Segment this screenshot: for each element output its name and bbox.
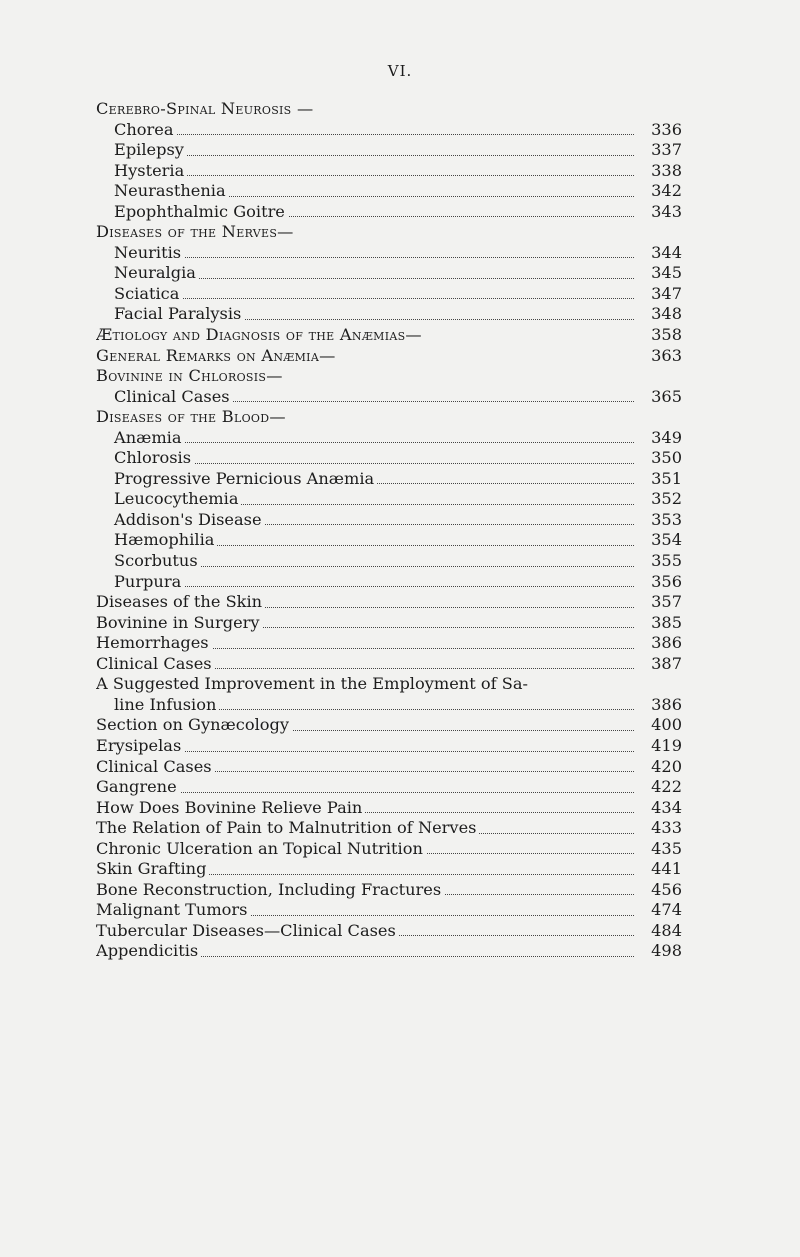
toc-page-number: 357	[636, 592, 682, 613]
page-number: VI.	[387, 62, 413, 80]
toc-entry-title: Malignant Tumors	[96, 900, 250, 919]
toc-entry-title: Clinical Cases	[114, 387, 233, 406]
toc-entry	[96, 387, 682, 408]
table-of-contents	[96, 99, 682, 962]
toc-page-number: 356	[636, 572, 682, 593]
toc-entry-title: Leucocythemia	[114, 489, 241, 508]
toc-entry-title: Neuritis	[114, 243, 184, 262]
toc-entry-title: Clinical Cases	[96, 654, 215, 673]
toc-entry-title: Chorea	[114, 120, 177, 139]
toc-page-number: 474	[636, 900, 682, 921]
toc-page-number: 422	[636, 777, 682, 798]
toc-entry-title: The Relation of Pain to Malnutrition of Nerves	[96, 818, 479, 837]
toc-entry	[96, 613, 682, 634]
toc-page-number: 435	[636, 839, 682, 860]
toc-entry-title: Hæmophilia	[114, 530, 217, 549]
toc-entry	[96, 674, 682, 715]
toc-entry-title: Scorbutus	[114, 551, 201, 570]
toc-page-number: 352	[636, 489, 682, 510]
toc-entry-title: Ætiology and Diagnosis of the Anæmias—	[96, 325, 422, 345]
toc-page-number: 336	[636, 120, 682, 141]
toc-entry	[96, 325, 682, 346]
toc-entry	[96, 120, 682, 141]
toc-entry-title: Diseases of the Blood—	[96, 407, 286, 427]
toc-entry-title: Neuralgia	[114, 263, 199, 282]
toc-page-number: 484	[636, 921, 682, 942]
toc-entry	[96, 263, 682, 284]
toc-page-number: 420	[636, 757, 682, 778]
toc-page-number: 433	[636, 818, 682, 839]
toc-entry	[96, 489, 682, 510]
dot-leader	[114, 134, 634, 135]
toc-page-number: 351	[636, 469, 682, 490]
toc-entry-title: Progressive Pernicious Anæmia	[114, 469, 377, 488]
toc-entry-title: Chlorosis	[114, 448, 194, 467]
toc-entry-title: Bovinine in Surgery	[96, 613, 263, 632]
toc-entry-title: Diseases of the Skin	[96, 592, 265, 611]
toc-entry	[96, 284, 682, 305]
toc-page-number: 350	[636, 448, 682, 469]
toc-entry-title: Purpura	[114, 572, 184, 591]
toc-entry	[96, 839, 682, 860]
toc-page-number: 498	[636, 941, 682, 962]
toc-entry	[96, 880, 682, 901]
toc-entry-title: Tubercular Diseases—Clinical Cases	[96, 921, 399, 940]
toc-entry	[96, 140, 682, 161]
dot-leader	[114, 298, 634, 299]
toc-page-number: 441	[636, 859, 682, 880]
toc-entry	[96, 921, 682, 942]
toc-entry	[96, 798, 682, 819]
toc-entry-title: General Remarks on Anæmia—	[96, 345, 336, 365]
toc-entry	[96, 510, 682, 531]
toc-page-number: 456	[636, 880, 682, 901]
toc-page-number: 353	[636, 510, 682, 531]
toc-entry-title: Skin Grafting	[96, 859, 209, 878]
toc-page-number: 386	[636, 633, 682, 654]
dot-leader	[114, 155, 634, 156]
toc-entry	[96, 161, 682, 182]
toc-entry-title: Neurasthenia	[114, 181, 229, 200]
toc-entry	[96, 428, 682, 449]
toc-entry	[96, 757, 682, 778]
toc-entry-title: Addison's Disease	[114, 510, 265, 529]
toc-entry-title: How Does Bovinine Relieve Pain	[96, 798, 365, 817]
dot-leader	[114, 175, 634, 176]
toc-page-number: 354	[636, 530, 682, 551]
toc-entry	[96, 777, 682, 798]
toc-page-number: 434	[636, 798, 682, 819]
toc-entry	[96, 304, 682, 325]
toc-page-number: 358	[636, 325, 682, 346]
toc-entry	[96, 572, 682, 593]
toc-entry	[96, 551, 682, 572]
toc-page-number: 345	[636, 263, 682, 284]
toc-entry-title: Diseases of the Nerves—	[96, 222, 294, 242]
toc-entry-title: Appendicitis	[96, 941, 201, 960]
toc-entry	[96, 654, 682, 675]
toc-entry	[96, 243, 682, 264]
toc-page-number: 338	[636, 161, 682, 182]
toc-page-number: 385	[636, 613, 682, 634]
toc-entry	[96, 736, 682, 757]
toc-entry-title: Section on Gynæcology	[96, 715, 292, 734]
toc-page-number: 386	[636, 695, 682, 716]
toc-section-heading	[96, 222, 682, 243]
toc-entry	[96, 346, 682, 367]
toc-page-number: 355	[636, 551, 682, 572]
toc-section-heading	[96, 366, 682, 387]
toc-page-number: 342	[636, 181, 682, 202]
toc-entry-title: Chronic Ulceration an Topical Nutrition	[96, 839, 426, 858]
toc-entry-title: Gangrene	[96, 777, 180, 796]
dot-leader	[114, 257, 634, 258]
toc-entry-title: Epophthalmic Goitre	[114, 202, 288, 221]
toc-entry	[96, 592, 682, 613]
toc-page-number: 419	[636, 736, 682, 757]
toc-entry-title: Facial Paralysis	[114, 304, 244, 323]
toc-entry	[96, 181, 682, 202]
dot-leader	[114, 442, 634, 443]
dot-leader	[114, 586, 634, 587]
toc-page-number: 343	[636, 202, 682, 223]
toc-page-number: 387	[636, 654, 682, 675]
toc-entry-title: Epilepsy	[114, 140, 187, 159]
toc-entry-title: Hysteria	[114, 161, 187, 180]
toc-section-heading	[96, 99, 682, 120]
toc-entry	[96, 469, 682, 490]
toc-section-heading	[96, 407, 682, 428]
toc-page-number: 349	[636, 428, 682, 449]
toc-entry-title: A Suggested Improvement in the Employment of Sa-	[96, 674, 528, 694]
toc-entry	[96, 530, 682, 551]
toc-entry-title: Erysipelas	[96, 736, 184, 755]
toc-entry	[96, 941, 682, 962]
toc-entry-title: Cerebro-Spinal Neurosis —	[96, 99, 314, 118]
toc-page-number: 348	[636, 304, 682, 325]
toc-entry	[96, 633, 682, 654]
toc-entry-title-continued: line Infusion	[96, 695, 219, 714]
toc-entry-title: Sciatica	[114, 284, 182, 303]
toc-entry-title: Anæmia	[114, 428, 185, 447]
toc-entry-title: Clinical Cases	[96, 757, 215, 776]
toc-entry	[96, 818, 682, 839]
toc-entry-title: Bone Reconstruction, Including Fractures	[96, 880, 444, 899]
toc-entry	[96, 448, 682, 469]
toc-entry	[96, 900, 682, 921]
toc-entry	[96, 859, 682, 880]
toc-page-number: 347	[636, 284, 682, 305]
toc-page-number: 365	[636, 387, 682, 408]
toc-entry	[96, 715, 682, 736]
toc-entry-title: Hemorrhages	[96, 633, 212, 652]
toc-entry	[96, 202, 682, 223]
toc-page-number: 363	[636, 346, 682, 367]
toc-entry-title: Bovinine in Chlorosis—	[96, 366, 283, 386]
toc-page-number: 400	[636, 715, 682, 736]
toc-page-number: 344	[636, 243, 682, 264]
toc-page-number: 337	[636, 140, 682, 161]
